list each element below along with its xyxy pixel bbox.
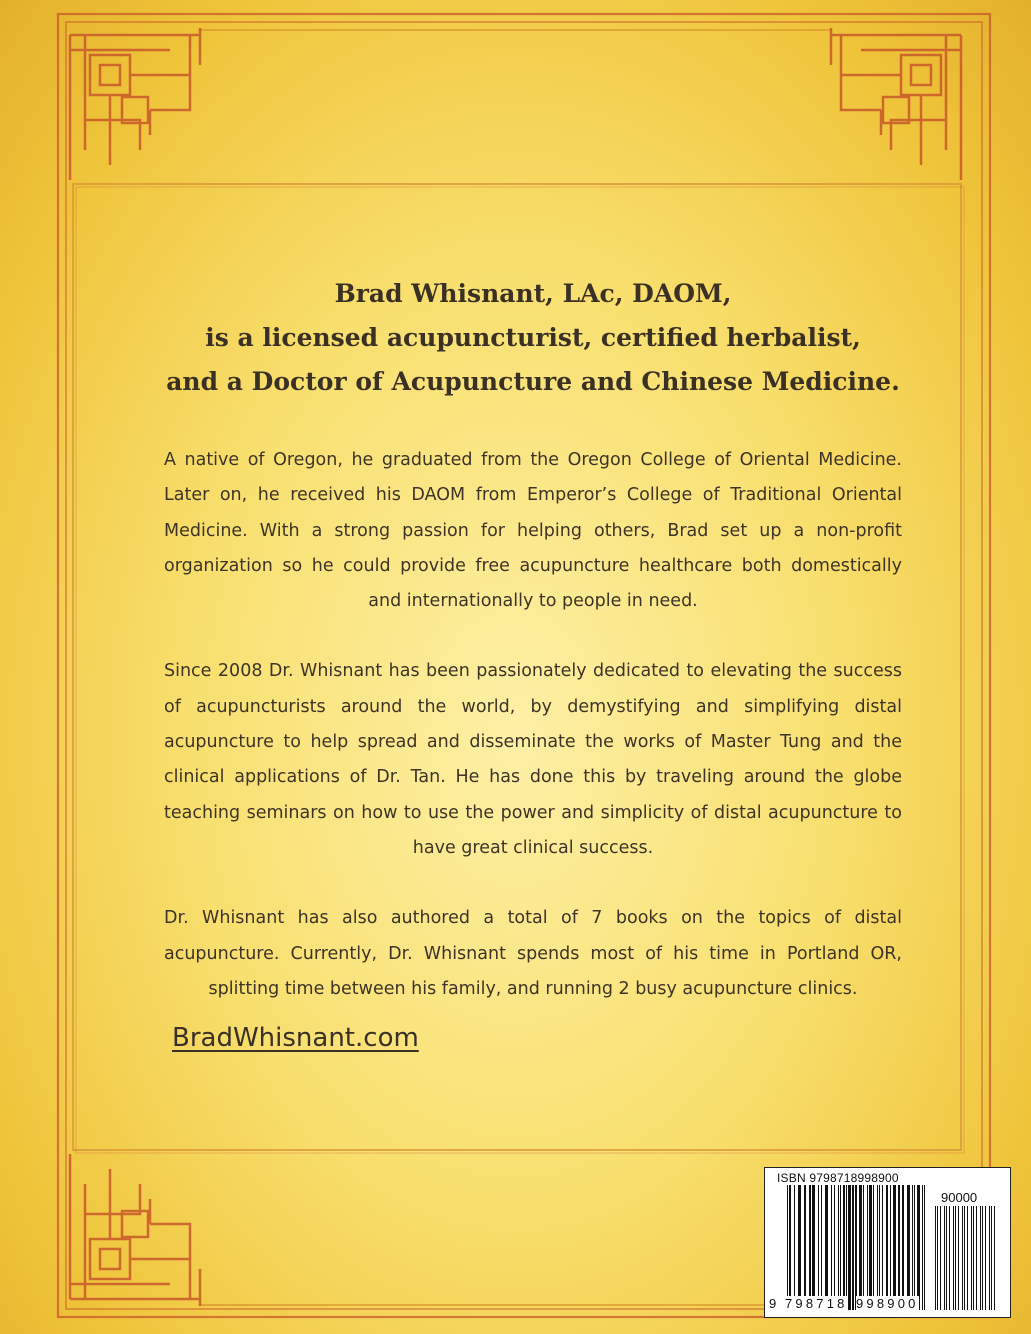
author-name-heading: Brad Whisnant, LAc, DAOM, — [334, 279, 732, 308]
isbn-label: ISBN 9798718998900 — [777, 1171, 899, 1185]
main-content — [164, 272, 902, 1007]
corner-ornament-top-left — [70, 28, 200, 180]
bio-paragraph-education: A native of Oregon, he graduated from the Oregon College of Oriental Medicine. Later on, he received his DAOM from Emperor’s College of Traditional Oriental Medicine. With a strong passion for helping others, Brad set up a non-profit organization so he could provide free acupuncture healthcare both domestically and internationally to people in need. — [164, 450, 902, 612]
bio-paragraph-books: Dr. Whisnant has also authored a total of 7 books on the topics of distal acupuncture. Currently, Dr. Whisnant spends most of his time in Portland OR, splitting time between his family, and running 2 busy acupuncture clinics. — [164, 908, 902, 999]
isbn-barcode — [764, 1167, 1011, 1318]
website-link[interactable]: BradWhisnant.com — [172, 1023, 419, 1053]
corner-ornament-bottom-left — [70, 1154, 200, 1306]
price-code: 90000 — [941, 1190, 978, 1205]
degree-heading: and a Doctor of Acupuncture and Chinese Medicine. — [166, 367, 900, 396]
barcode-digits-left: 798718 — [785, 1296, 848, 1311]
corner-ornament-top-right — [831, 28, 961, 180]
barcode-digits-right: 998900 — [856, 1296, 919, 1311]
bio-paragraph-mission: Since 2008 Dr. Whisnant has been passionately dedicated to elevating the success of acupuncturists around the world, by demystifying and simplifying distal acupuncture to help spread and disseminate the works of Master Tung and the clinical applications of Dr. Tan. He has done this by traveling around the globe teaching seminars on how to use the power and simplicity of distal acupuncture to have great clinical success. — [164, 661, 902, 858]
barcode-digit-lead: 9 — [769, 1296, 777, 1311]
credentials-heading: is a licensed acupuncturist, certified herbalist, — [205, 323, 861, 352]
